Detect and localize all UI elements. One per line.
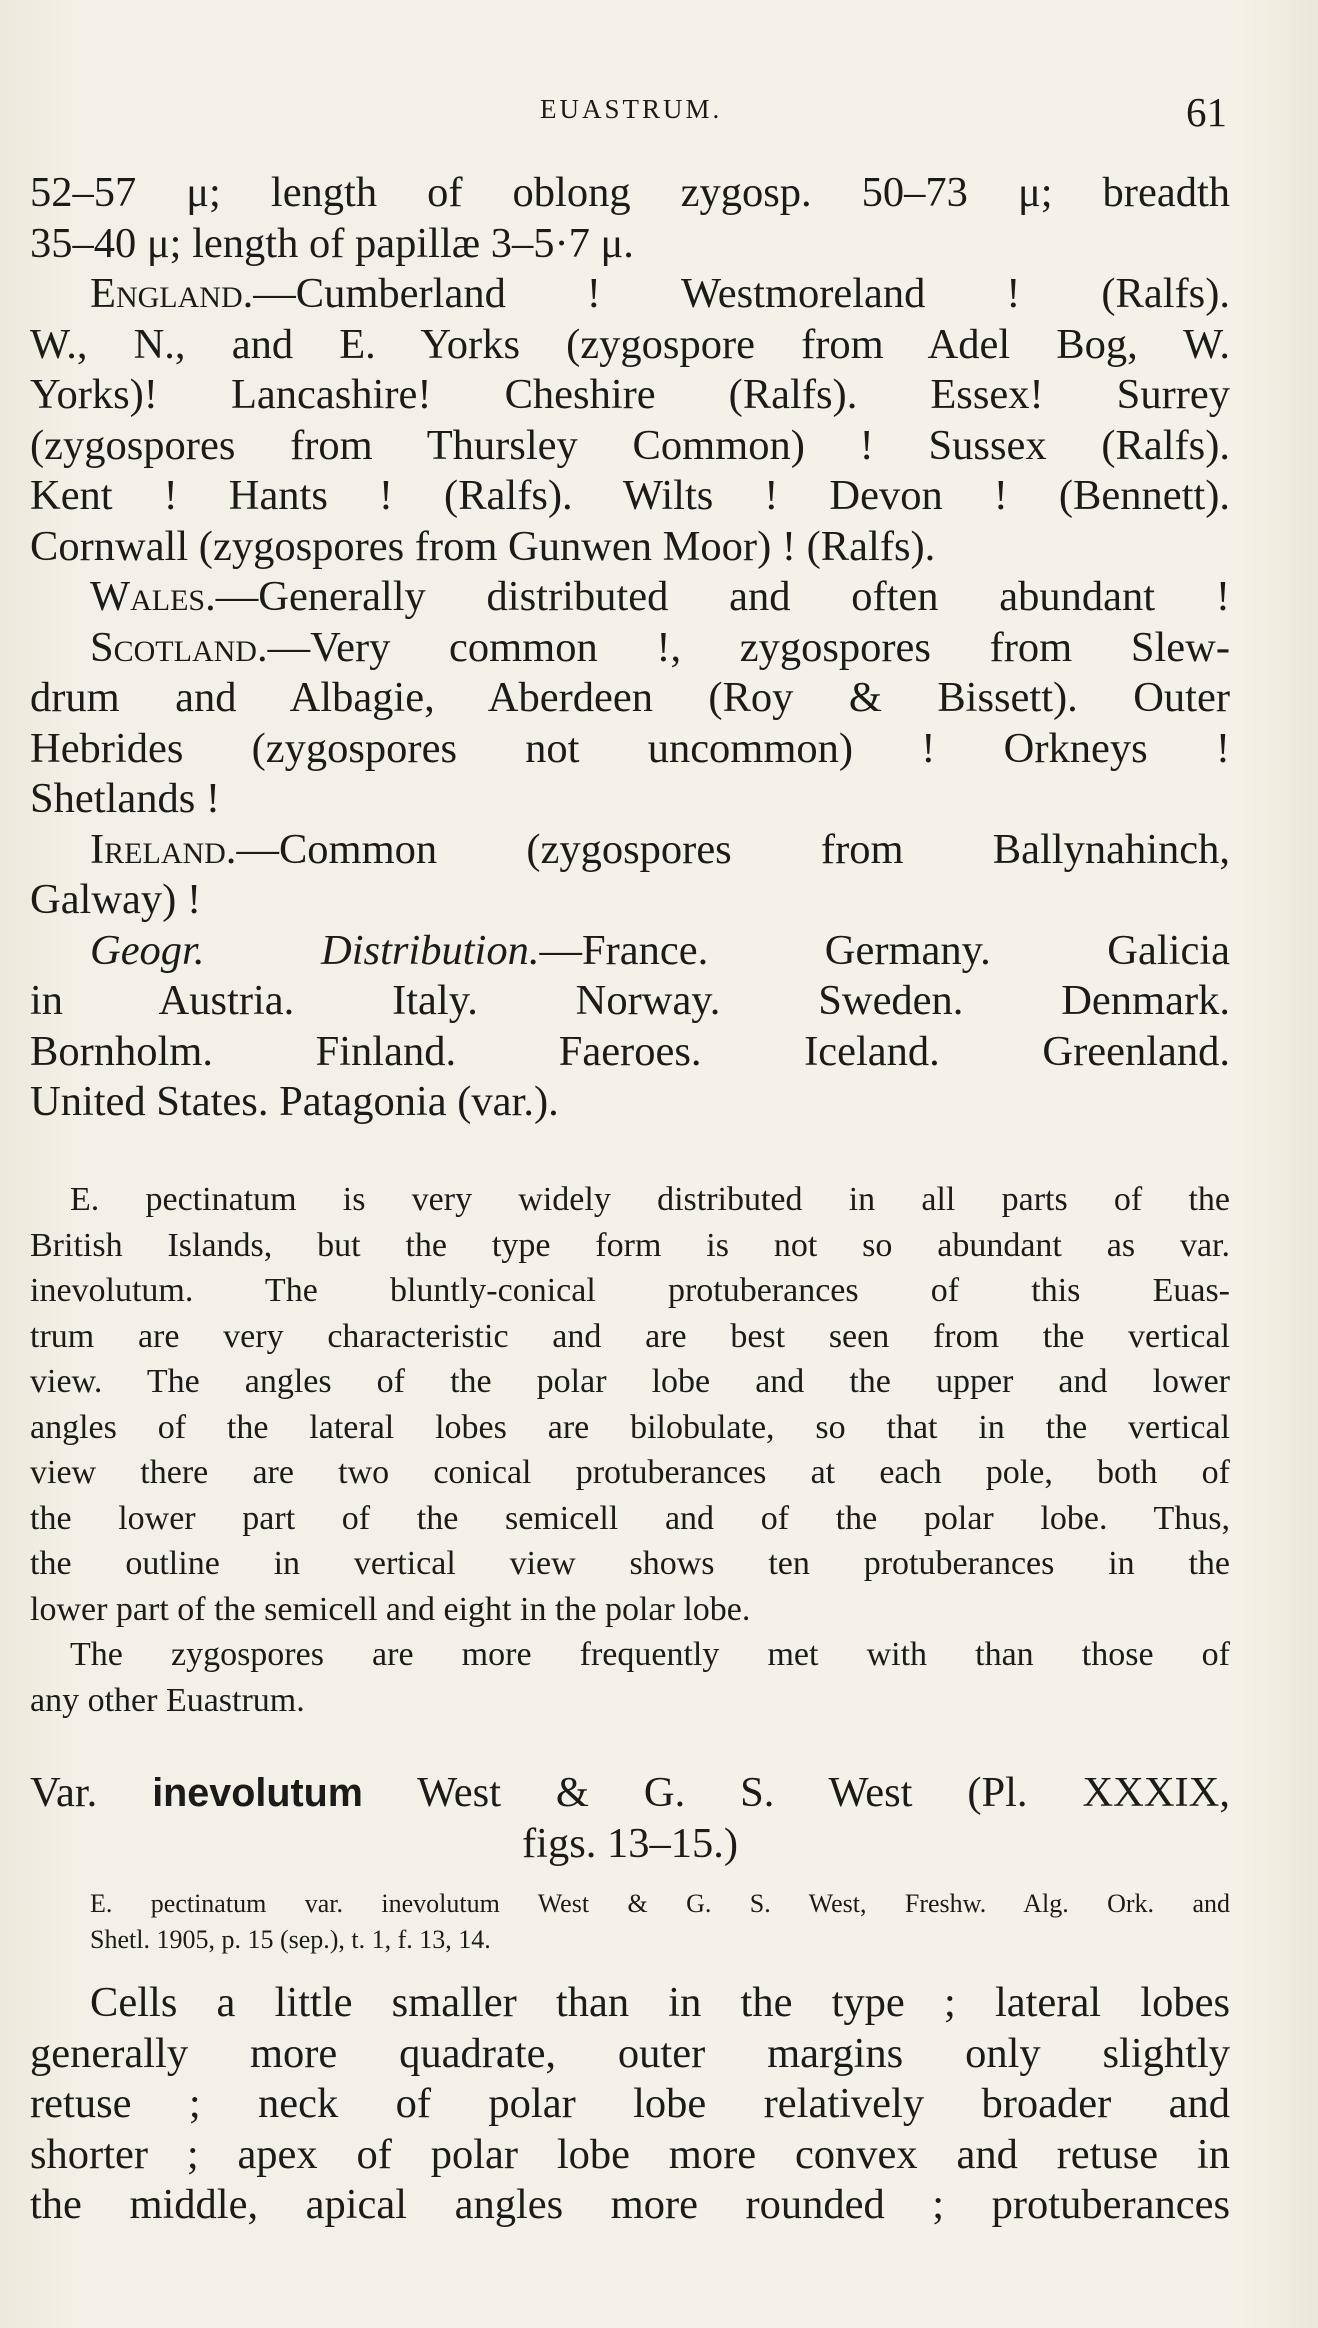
variety-prefix: Var. <box>30 1769 98 1816</box>
variety-heading <box>30 1768 1230 1869</box>
scotland-line: Shetlands ! <box>30 775 221 822</box>
ireland-text: —Common (zygospores from Ballynahinch, <box>236 825 1230 873</box>
note-line: inevolutum. The bluntly-conical protuberances of this Euas- <box>30 1272 1230 1309</box>
description-line: Cells a little smaller than in the type ; lateral lobes <box>90 1979 1230 2026</box>
note-line: the lower part of the semicell and of the polar lobe. Thus, <box>30 1499 1230 1537</box>
scotland-first-line <box>30 623 1230 674</box>
variety-heading-line2: figs. 13–15.) <box>521 1819 739 1867</box>
geographic-line: United States. Patagonia (var.). <box>30 1078 559 1125</box>
scotland-line: Hebrides (zygospores not uncommon) ! Orkneys ! <box>30 724 1230 772</box>
measurement-line: 52–57 μ; length of oblong zygosp. 50–73 μ; breadth <box>30 169 1230 216</box>
region-label-scotland: Scotland. <box>90 623 268 671</box>
england-line: Yorks)! Lancashire! Cheshire (Ralfs). Essex! Surrey <box>30 371 1230 418</box>
note-line: The zygospores are more frequently met with than those of <box>70 1636 1230 1673</box>
note-line: lower part of the semicell and eight in the polar lobe. <box>30 1590 751 1628</box>
scotland-text: —Very common !, zygospores from Slew- <box>267 623 1230 671</box>
wales-text: —Generally distributed and often abundant ! <box>215 573 1230 620</box>
description-line: generally more quadrate, outer margins only slightly <box>30 2029 1230 2077</box>
page-number: 61 <box>1186 89 1227 135</box>
england-line: Kent ! Hants ! (Ralfs). Wilts ! Devon ! (Bennett). <box>30 472 1230 519</box>
geographic-line: Bornholm. Finland. Faeroes. Iceland. Greenland. <box>30 1027 1230 1075</box>
scotland-line: drum and Albagie, Aberdeen (Roy & Bissett). Outer <box>30 674 1230 721</box>
description-line: the middle, apical angles more rounded ; protuberances <box>30 2181 1230 2228</box>
ireland-line: Galway) ! <box>30 876 202 923</box>
synonym-block <box>30 1886 1230 1958</box>
england-line: (zygospores from Thursley Common) ! Sussex (Ralfs). <box>30 421 1230 469</box>
note-line: E. pectinatum is very widely distributed in all parts of the <box>70 1181 1230 1218</box>
england-first-line <box>30 269 1230 320</box>
distribution-block <box>30 168 1230 1128</box>
geographic-line: in Austria. Italy. Norway. Sweden. Denmark. <box>30 977 1230 1024</box>
variety-heading-rest: West & G. S. West (Pl. XXXIX, <box>417 1769 1230 1816</box>
note-line: British Islands, but the type form is not so abundant as var. <box>30 1226 1230 1264</box>
running-title: EUASTRUM. <box>540 94 723 124</box>
geographic-text: —France. Germany. Galicia <box>539 926 1230 974</box>
region-label-england: England. <box>90 270 254 317</box>
variety-description <box>30 1978 1230 2231</box>
england-text: —Cumberland ! Westmoreland ! (Ralfs). <box>253 270 1230 317</box>
note-line: view. The angles of the polar lobe and the upper and lower <box>30 1363 1230 1400</box>
note-line: trum are very characteristic and are best seen from the vertical <box>30 1317 1230 1355</box>
note-line: view there are two conical protuberances at each pole, both of <box>30 1454 1230 1491</box>
note-block <box>30 1177 1230 1723</box>
geographic-label: Geogr. Distribution. <box>90 926 540 974</box>
wales-line <box>30 572 1230 623</box>
geographic-first-line <box>30 926 1230 977</box>
measurement-line: 35–40 μ; length of papillæ 3–5·7 μ. <box>30 219 634 267</box>
ireland-first-line <box>30 825 1230 876</box>
synonym-line: Shetl. 1905, p. 15 (sep.), t. 1, f. 13, 14. <box>90 1925 491 1954</box>
synonym-line: E. pectinatum var. inevolutum West & G. S. West, Freshw. Alg. Ork. and <box>90 1889 1230 1918</box>
variety-heading-line <box>30 1768 1230 1819</box>
note-line: the outline in vertical view shows ten protuberances in the <box>30 1545 1230 1582</box>
page-header <box>0 88 1318 138</box>
region-label-wales: Wales. <box>90 573 216 620</box>
description-line: retuse ; neck of polar lobe relatively broader and <box>30 2080 1230 2127</box>
england-line: Cornwall (zygospores from Gunwen Moor) ! (Ralfs). <box>30 522 936 570</box>
england-line: W., N., and E. Yorks (zygospore from Adel Bog, W. <box>30 320 1230 368</box>
variety-name: inevolutum <box>152 1771 363 1815</box>
note-line: angles of the lateral lobes are bilobulate, so that in the vertical <box>30 1408 1230 1446</box>
note-line: any other Euastrum. <box>30 1681 305 1719</box>
description-line: shorter ; apex of polar lobe more convex and retuse in <box>30 2130 1230 2178</box>
region-label-ireland: Ireland. <box>90 825 237 873</box>
